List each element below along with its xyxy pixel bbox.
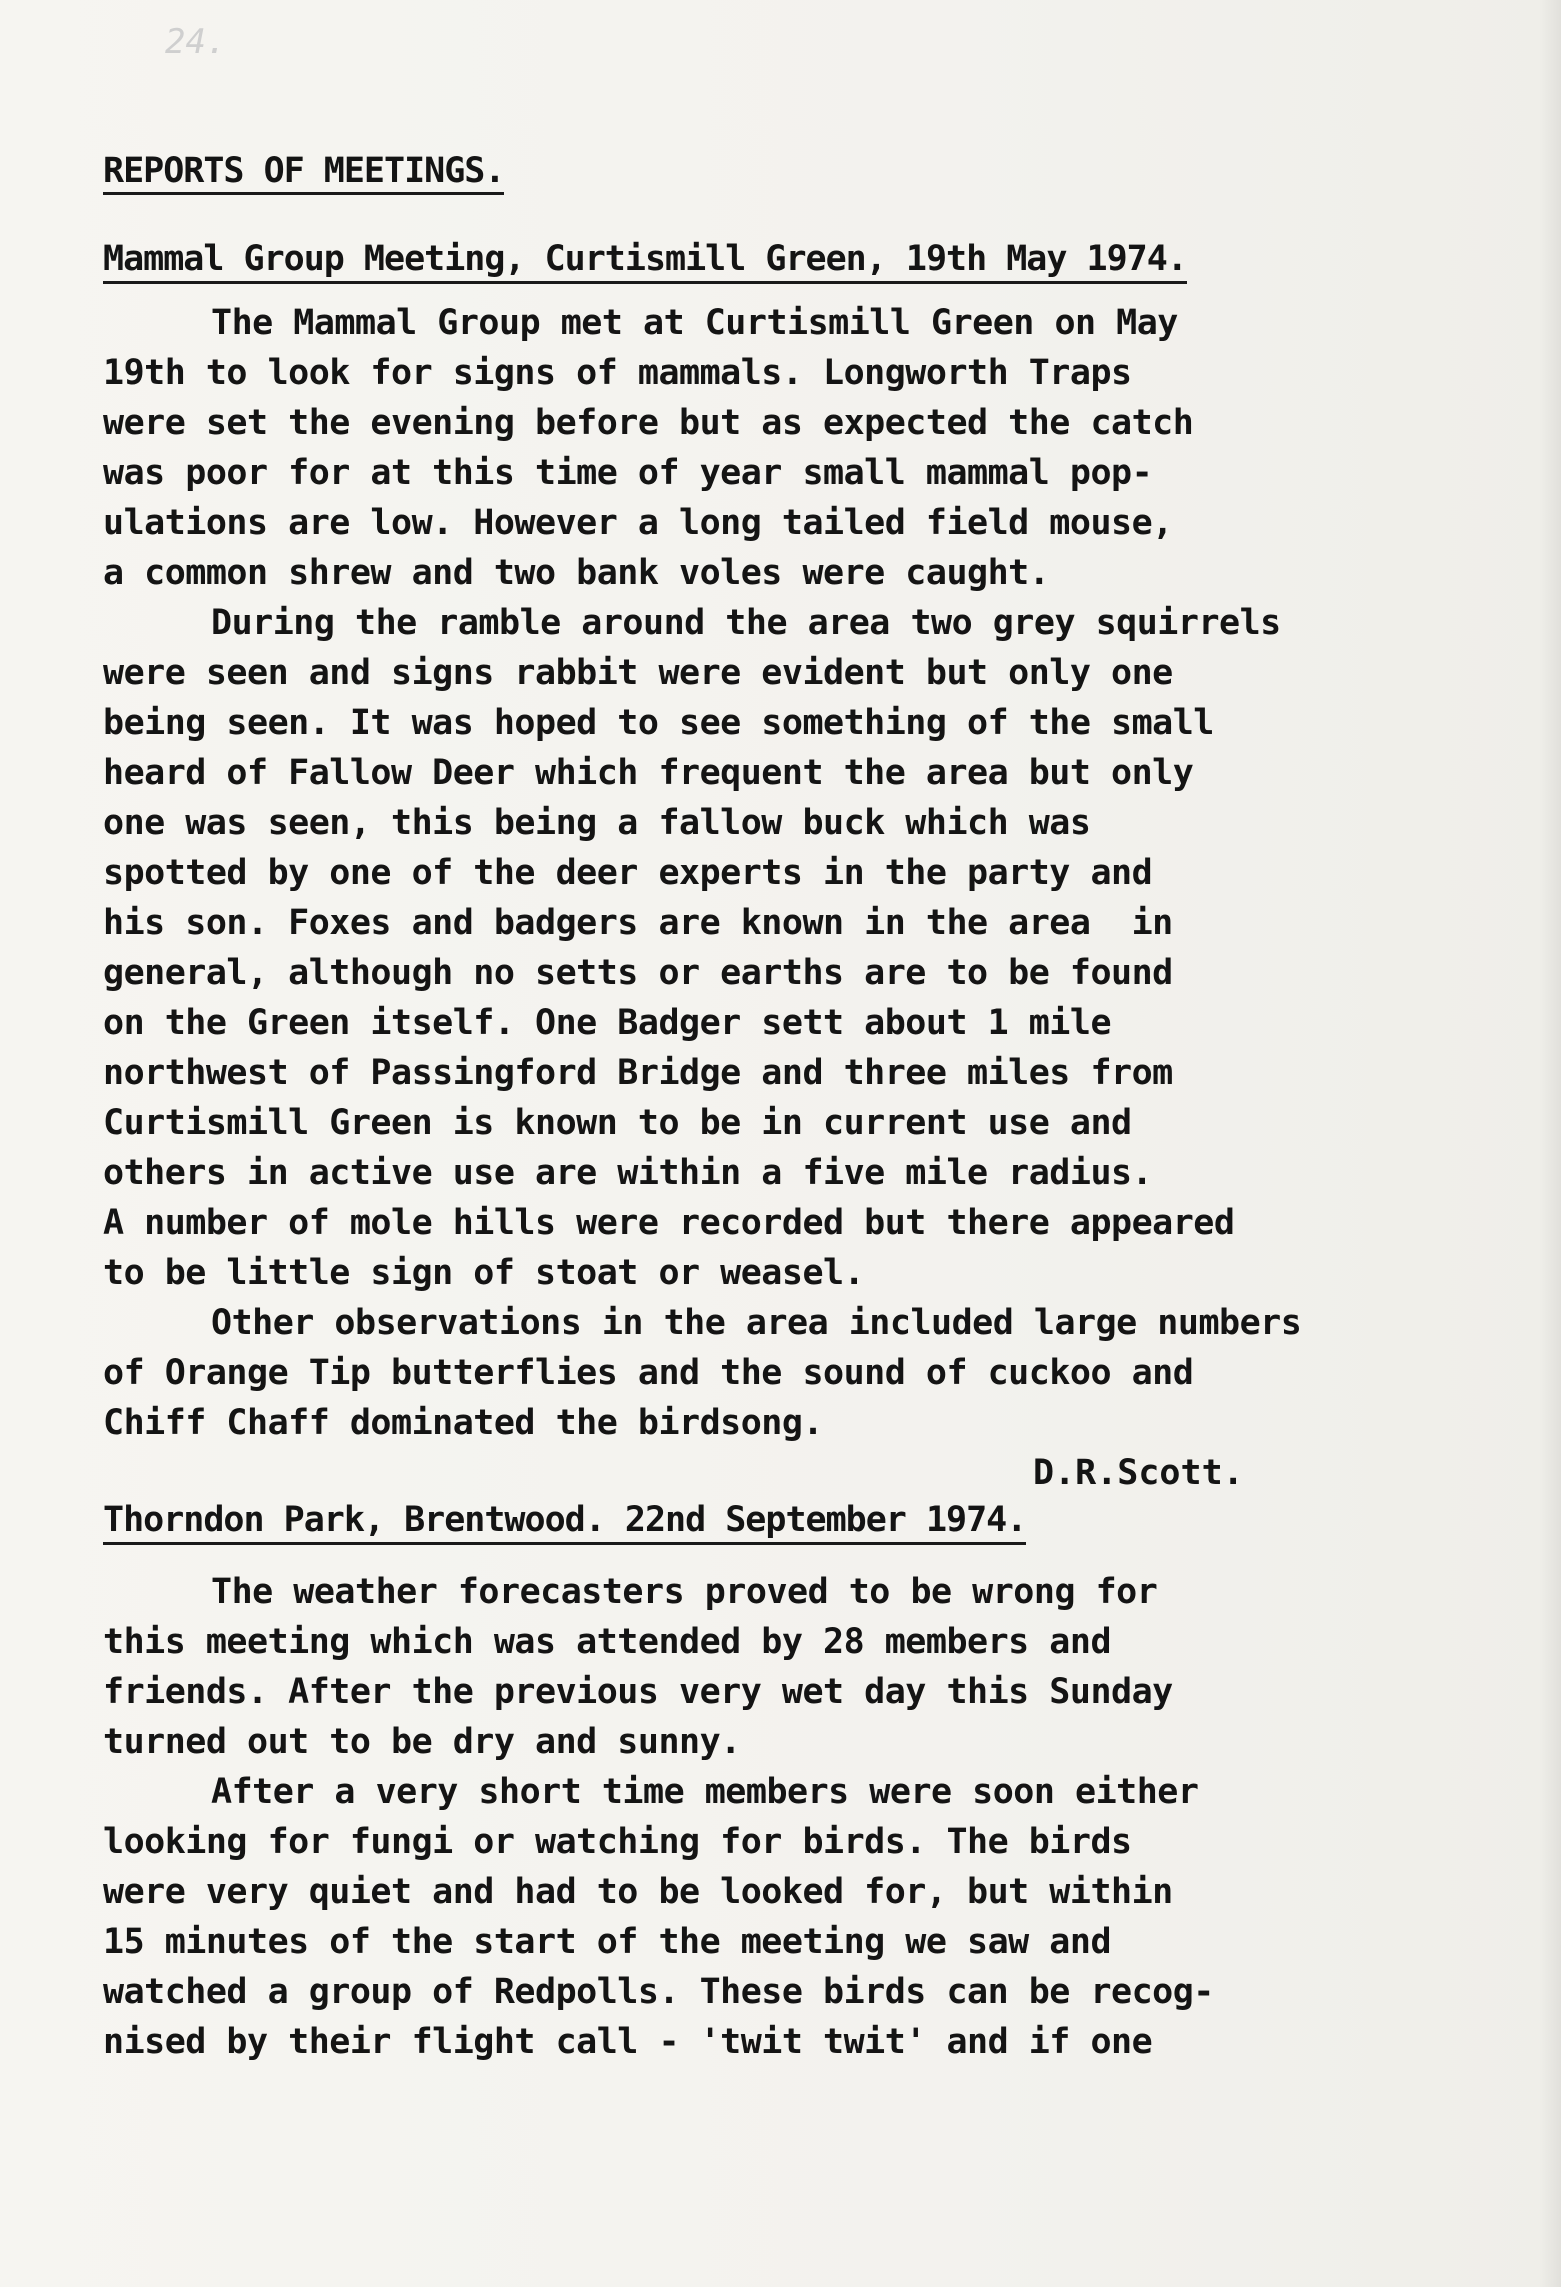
text-line: The weather forecasters proved to be wrong for: [211, 1572, 1158, 1612]
text-line: looking for fungi or watching for birds. The birds: [103, 1822, 1132, 1862]
page-edge-shadow: [1539, 0, 1561, 2287]
text-line: on the Green itself. One Badger sett about 1 mile: [103, 1003, 1112, 1043]
text-line: spotted by one of the deer experts in the party and: [103, 853, 1153, 893]
text-line: heard of Fallow Deer which frequent the area but only: [103, 753, 1194, 793]
document-body: [103, 150, 1533, 2067]
text-line: of Orange Tip butterflies and the sound of cuckoo and: [103, 1353, 1194, 1393]
text-line: friends. After the previous very wet day this Sunday: [103, 1672, 1173, 1712]
text-line: turned out to be dry and sunny.: [103, 1722, 741, 1762]
text-line: this meeting which was attended by 28 members and: [103, 1622, 1112, 1662]
text-line: 19th to look for signs of mammals. Longworth Traps: [103, 353, 1132, 393]
text-line: were set the evening before but as expected the catch: [103, 403, 1194, 443]
text-line: watched a group of Redpolls. These birds can be recog-: [103, 1972, 1214, 2012]
text-line: ulations are low. However a long tailed field mouse,: [103, 503, 1173, 543]
text-line: Chiff Chaff dominated the birdsong.: [103, 1403, 824, 1443]
text-line: Other observations in the area included large numbers: [211, 1303, 1302, 1343]
text-line: During the ramble around the area two grey squirrels: [211, 603, 1281, 643]
text-line: northwest of Passingford Bridge and three miles from: [103, 1053, 1173, 1093]
text-line: 15 minutes of the start of the meeting we saw and: [103, 1922, 1112, 1962]
text-line: Curtismill Green is known to be in current use and: [103, 1103, 1132, 1143]
text-line: being seen. It was hoped to see something of the small: [103, 703, 1214, 743]
text-line: nised by their flight call - 'twit twit' and if one: [103, 2022, 1153, 2062]
text-line: general, although no setts or earths are to be found: [103, 953, 1173, 993]
text-line: others in active use are within a five mile radius.: [103, 1153, 1153, 1193]
text-line: were seen and signs rabbit were evident but only one: [103, 653, 1173, 693]
text-line: to be little sign of stoat or weasel.: [103, 1253, 865, 1293]
reports-heading: REPORTS OF MEETINGS.: [103, 150, 504, 195]
text-line: one was seen, this being a fallow buck which was: [103, 803, 1091, 843]
text-line: After a very short time members were soon either: [211, 1772, 1199, 1812]
text-line: a common shrew and two bank voles were caught.: [103, 553, 1050, 593]
meeting1-report: [103, 298, 1533, 1498]
meeting2-report: [103, 1567, 1533, 2067]
text-line: A number of mole hills were recorded but there appeared: [103, 1203, 1235, 1243]
meeting1-title: Mammal Group Meeting, Curtismill Green, 19th May 1974.: [103, 237, 1187, 284]
text-line: was poor for at this time of year small mammal pop-: [103, 453, 1153, 493]
text-line: were very quiet and had to be looked for, but within: [103, 1872, 1173, 1912]
text-line: The Mammal Group met at Curtismill Green on May: [211, 303, 1178, 343]
text-line: his son. Foxes and badgers are known in the area in: [103, 903, 1173, 943]
meeting2-title: Thorndon Park, Brentwood. 22nd September 1974.: [103, 1498, 1026, 1545]
meeting1-signature: D.R.Scott.: [1033, 1453, 1244, 1493]
page-number: 24.: [165, 22, 227, 62]
